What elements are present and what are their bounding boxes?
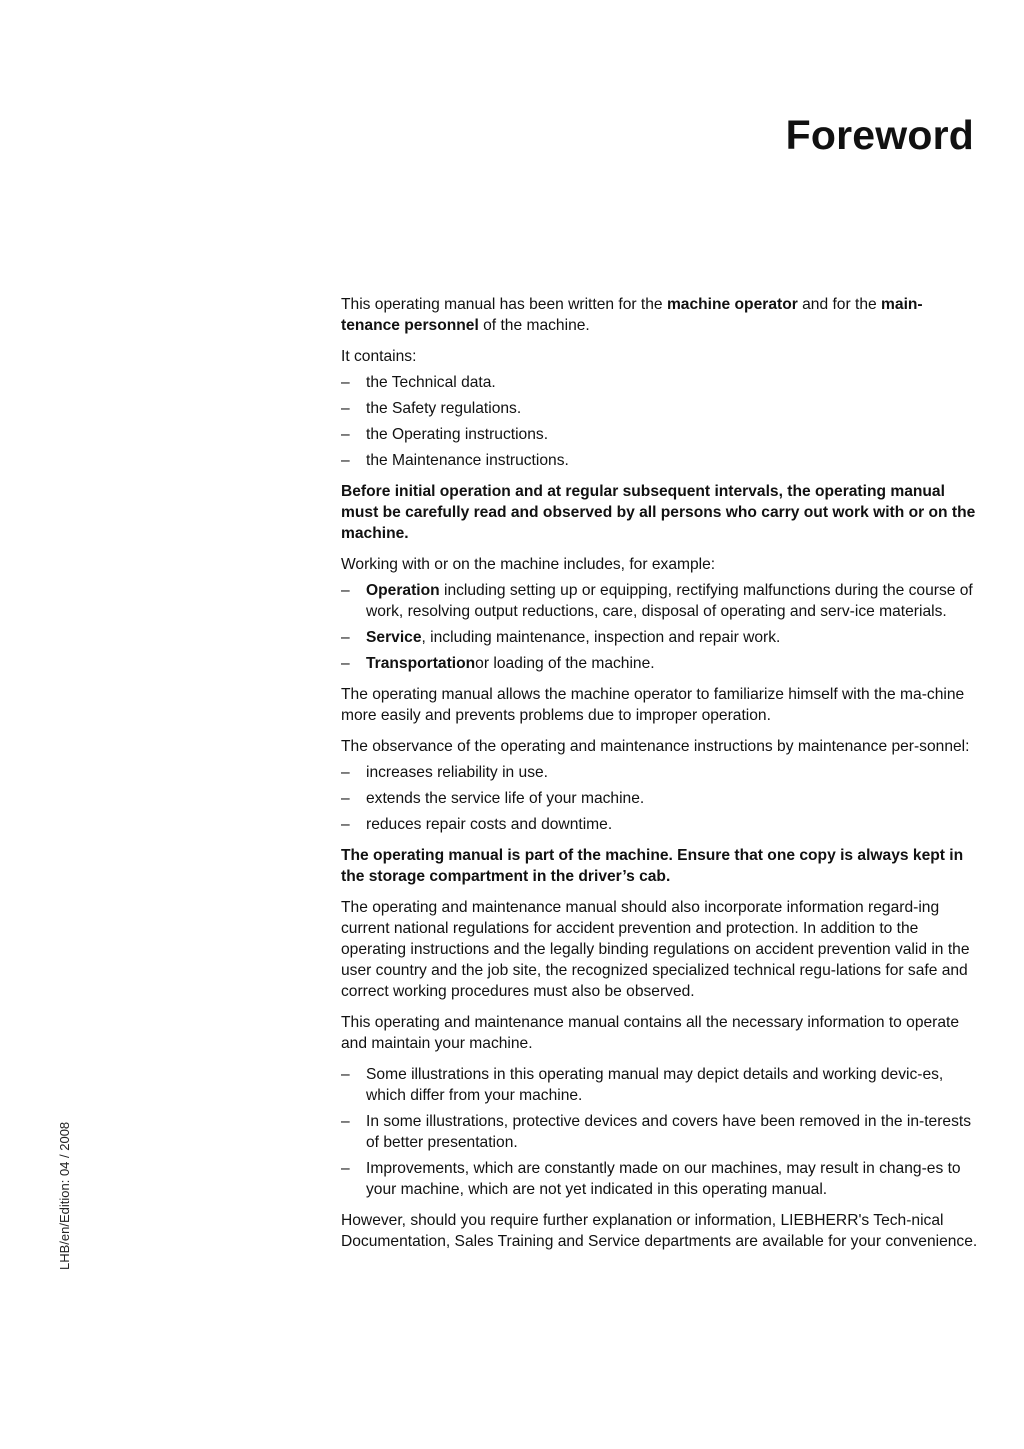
regulations-paragraph: The operating and maintenance manual should also incorporate information regard-ing current national regulations for accident prevention and protection. In addition to the operating instructions and the legally binding regulations on accident prevention valid in the user country and the job site, the recognized specialized technical regu-lations for safe and correct working procedures must also be observed. bbox=[341, 899, 970, 1000]
page-title: Foreword bbox=[785, 112, 974, 158]
working-label: Working with or on the machine includes, for example: bbox=[341, 556, 716, 573]
observance-label: The observance of the operating and maintenance instructions by maintenance per-sonnel: bbox=[341, 738, 970, 755]
list-item: – reduces repair costs and downtime. bbox=[341, 816, 613, 833]
document-body bbox=[341, 294, 981, 1262]
list-item: – In some illustrations, protective devices and covers have been removed in the in-terests of better presentation. bbox=[341, 1113, 971, 1151]
list-item: – increases reliability in use. bbox=[341, 764, 549, 781]
list-item: – the Operating instructions. bbox=[341, 426, 549, 443]
list-item: – Operation including setting up or equipping, rectifying malfunctions during the course of work, resolving output reductions, care, disposal of operating and serv-ice materials. bbox=[341, 582, 973, 620]
closing-paragraph: However, should you require further explanation or information, LIEBHERR's Tech-nical Documentation, Sales Training and Service departments are available for your convenience. bbox=[341, 1212, 978, 1250]
list-item: – the Technical data. bbox=[341, 374, 496, 391]
contains-list bbox=[341, 372, 981, 471]
contains-info-paragraph: This operating and maintenance manual contains all the necessary information to operate and maintain your machine. bbox=[341, 1014, 960, 1052]
list-item: – extends the service life of your machine. bbox=[341, 790, 645, 807]
contains-label: It contains: bbox=[341, 348, 417, 365]
warning-keep-copy: The operating manual is part of the machine. Ensure that one copy is always kept in the storage compartment in the driver’s cab. bbox=[341, 847, 964, 885]
intro-paragraph: This operating manual has been written for the machine operator and for the main-tenance personnel of the machine. bbox=[341, 296, 923, 334]
working-list bbox=[341, 580, 981, 674]
warning-read-manual: Before initial operation and at regular subsequent intervals, the operating manual must be carefully read and observed by all persons who carry out work with or on the machine. bbox=[341, 483, 976, 542]
list-item: – Improvements, which are constantly made on our machines, may result in chang-es to your machine, which are not yet indicated in this operating manual. bbox=[341, 1160, 961, 1198]
edition-label: LHB/en/Edition: 04 / 2008 bbox=[57, 1121, 72, 1270]
list-item: – Service, including maintenance, inspection and repair work. bbox=[341, 629, 781, 646]
list-item: – Some illustrations in this operating manual may depict details and working devic-es, which differ from your machine. bbox=[341, 1066, 944, 1104]
list-item: – the Maintenance instructions. bbox=[341, 452, 569, 469]
notes-list bbox=[341, 1064, 981, 1200]
familiarize-paragraph: The operating manual allows the machine operator to familiarize himself with the ma-chine more easily and prevents problems due to improper operation. bbox=[341, 686, 965, 724]
list-item: – Transportationor loading of the machine. bbox=[341, 655, 655, 672]
list-item: – the Safety regulations. bbox=[341, 400, 522, 417]
observance-list bbox=[341, 762, 981, 835]
